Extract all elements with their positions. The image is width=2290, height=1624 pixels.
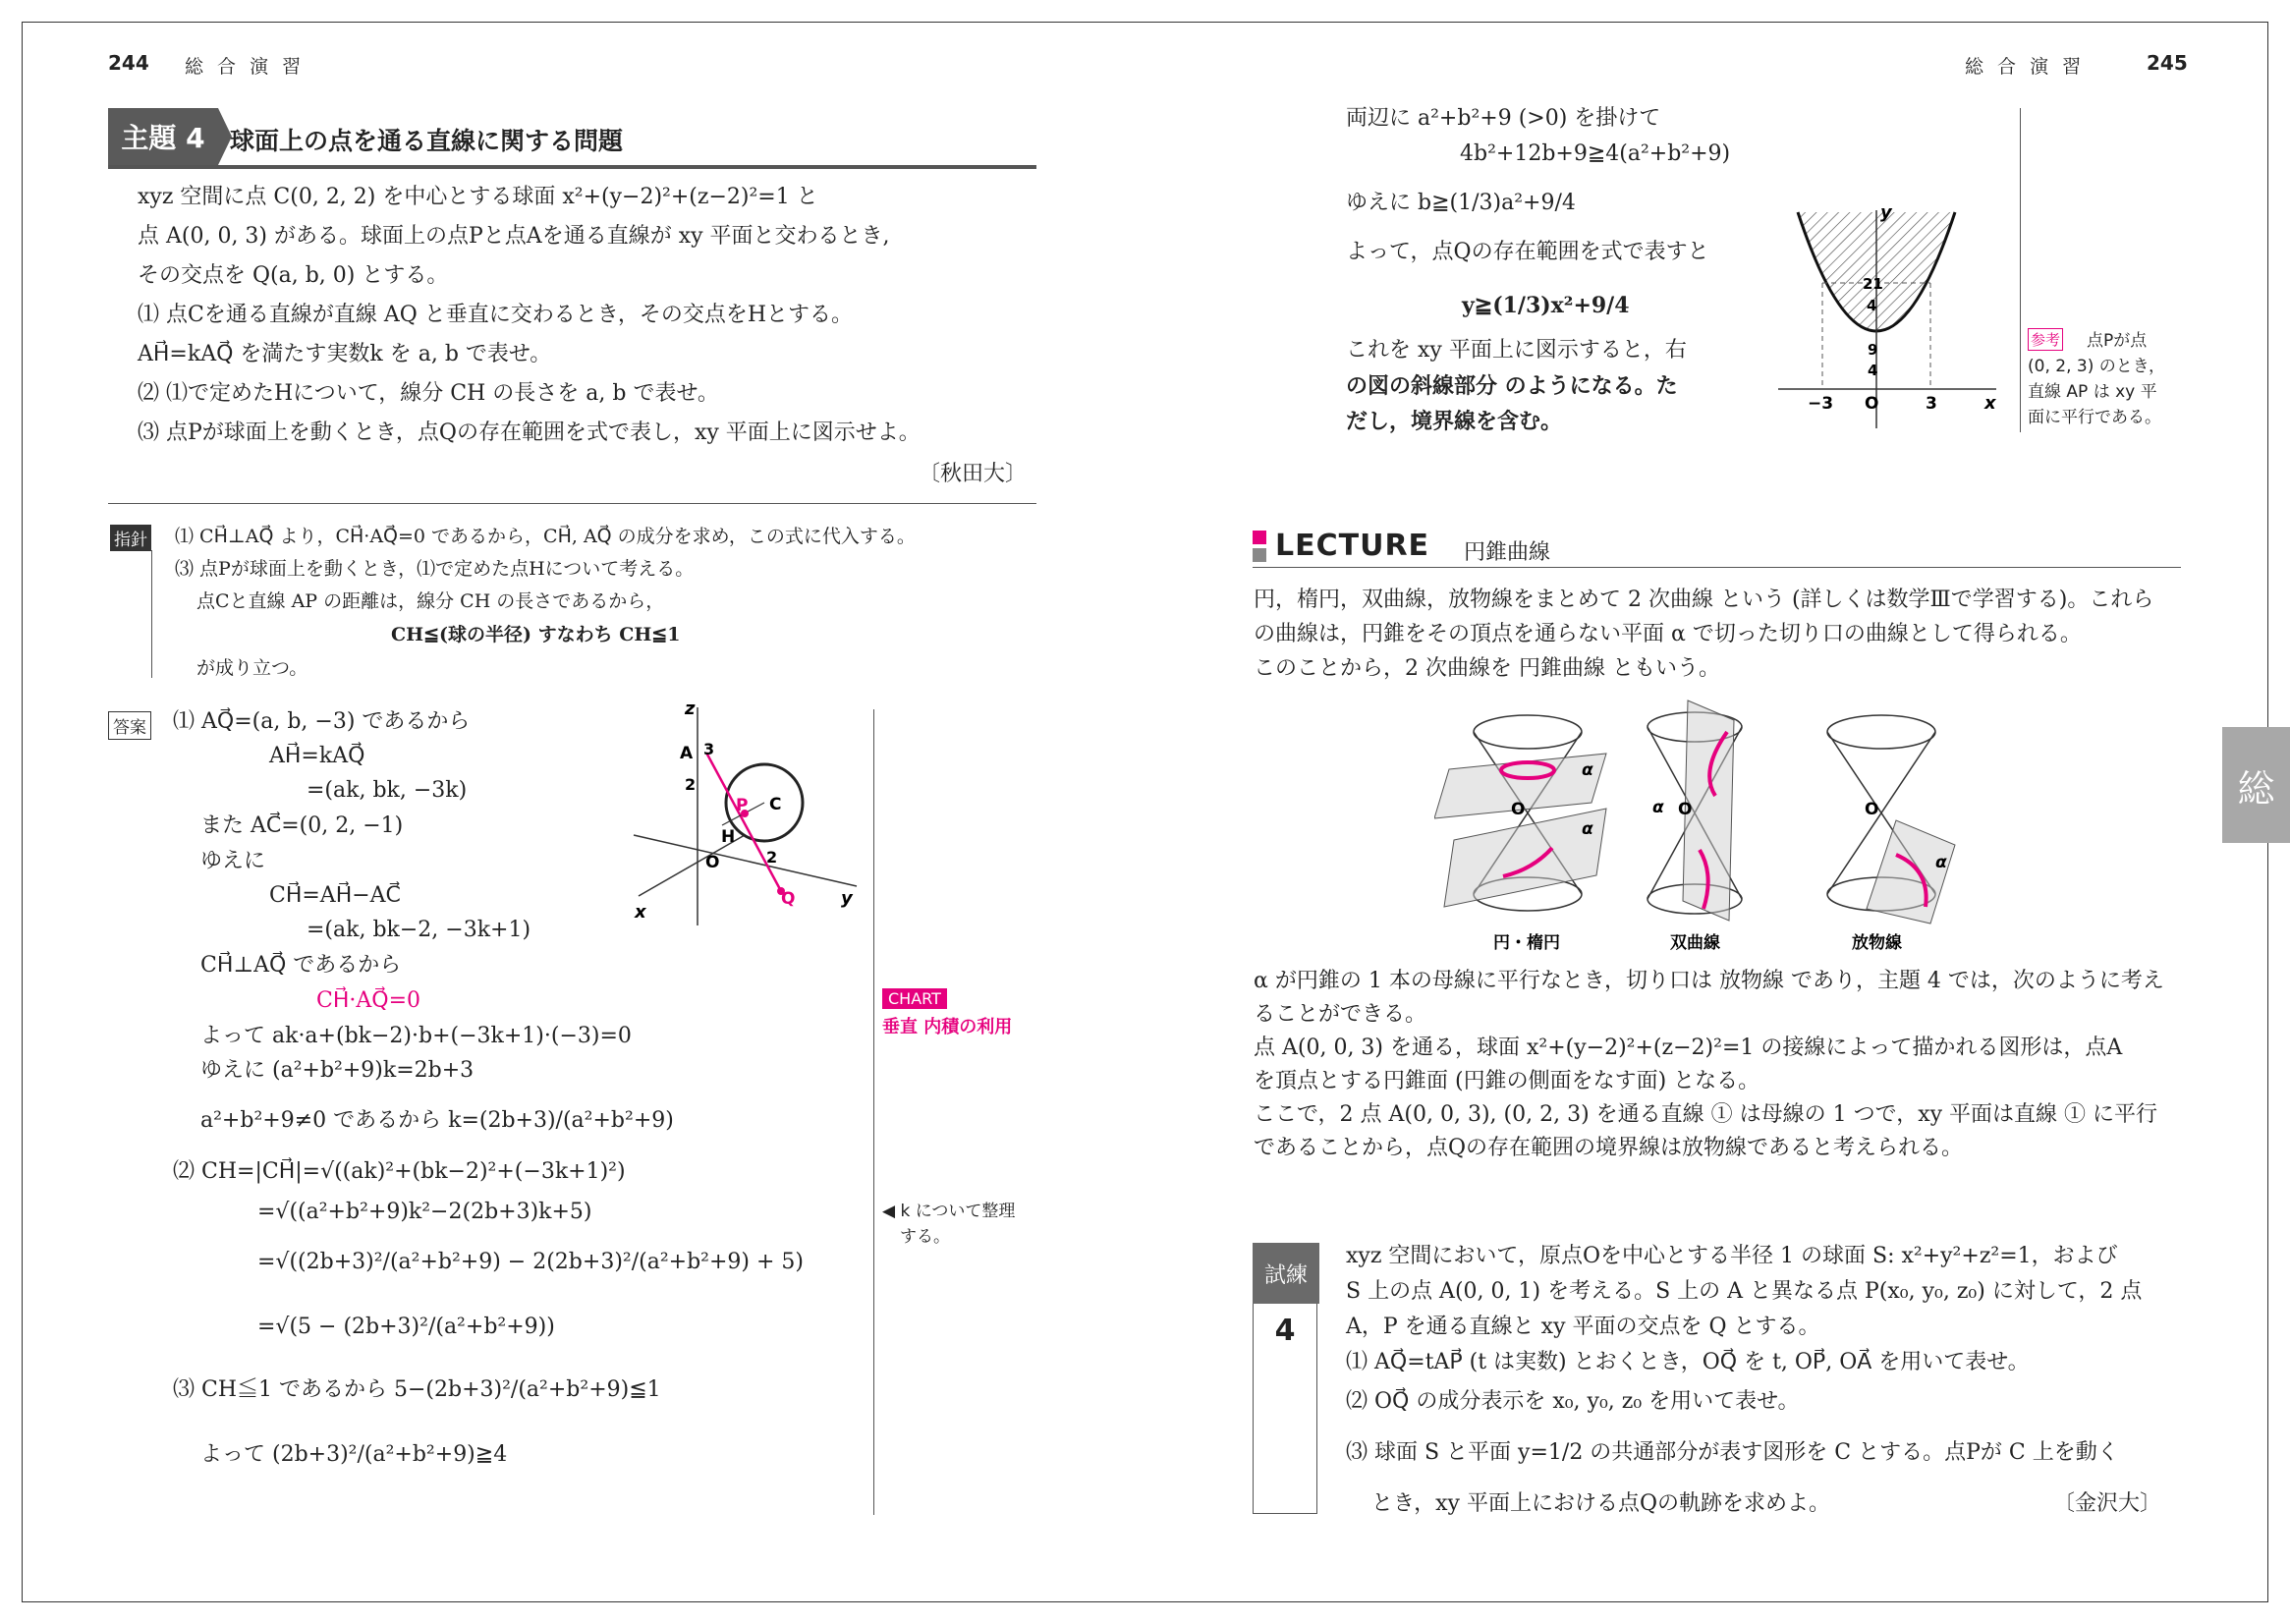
origin-label: O	[1865, 800, 1879, 819]
lecture-line: 円，楕円，双曲線，放物線をまとめて 2 次曲線 という (詳しくは数学Ⅲで学習する)。これら	[1254, 588, 2154, 612]
margin-rule	[873, 709, 874, 1515]
caption-hyperbola: 双曲線	[1670, 933, 1720, 953]
continuation-line: よって，点Qの存在範囲を式で表すと	[1346, 240, 1709, 264]
value-21-denominator: 4	[1867, 297, 1877, 314]
lecture-marker-pink	[1253, 531, 1266, 544]
x-label: x	[1984, 393, 1996, 414]
tick-origin: O	[1865, 394, 1879, 414]
continuation-line: 4b²+12b+9≧4(a²+b²+9)	[1460, 141, 1731, 166]
exercise-label: 試練	[1253, 1243, 1319, 1304]
alpha-label: α	[1935, 853, 1947, 872]
answer-tag: 答案	[108, 711, 151, 740]
margin-note-cont: する。	[900, 1227, 950, 1247]
answer-line: a²+b²+9≠0 であるから k=(2b+3)/(a²+b²+9)	[200, 1108, 674, 1133]
exercise-line: S 上の点 A(0, 0, 1) を考える。S 上の A と異なる点 P(x₀, y₀, z₀) に対して，2 点	[1346, 1279, 2143, 1304]
alpha-label: α	[1652, 798, 1664, 817]
chapter-index-tab[interactable]: 総	[2222, 727, 2290, 843]
y-label: y	[1880, 204, 1892, 223]
continuation-line: 両辺に a²+b²+9 (>0) を掛けて	[1346, 106, 1661, 131]
lecture-after-line: α が円錐の 1 本の母線に平行なとき，切り口は 放物線 であり，主題 4 では，次のように考え	[1254, 969, 2164, 993]
left-running-title: 総 合 演 習	[185, 56, 306, 78]
tick-neg3: −3	[1808, 394, 1834, 414]
lecture-line: の曲線は，円錐をその頂点を通らない平面 α で切った切り口の曲線として得られる。	[1254, 622, 2082, 646]
left-page-number: 244	[108, 51, 149, 75]
problem-line: ⑵ ⑴で定めたHについて，線分 CH の長さを a, b で表せ。	[138, 381, 719, 406]
problem-divider	[108, 503, 1036, 504]
chart-tag: CHART	[882, 988, 947, 1009]
lecture-after-line: であることから，点Qの存在範囲の境界線は放物線であると考えられる。	[1254, 1136, 1964, 1160]
lecture-line: このことから，2 次曲線を 円錐曲線 ともいう。	[1254, 656, 1720, 681]
exercise-line: とき，xy 平面上における点Qの軌跡を求めよ。	[1371, 1491, 1830, 1516]
answer-line: よって ak·a+(bk−2)·b+(−3k+1)·(−3)=0	[200, 1024, 632, 1048]
answer-line: ⑶ CH≦1 であるから 5−(2b+3)²/(a²+b²+9)≦1	[173, 1377, 661, 1402]
q-label: Q	[781, 889, 796, 909]
problem-line: 点 A(0, 0, 3) がある。球面上の点Pと点Aを通る直線が xy 平面と交わるとき,	[138, 224, 890, 249]
h-label: H	[721, 827, 736, 847]
parabola-figure	[1768, 204, 2004, 430]
guide-line: CH≦(球の半径) すなわち CH≦1	[391, 624, 681, 645]
ref-line: 面に平行である。	[2028, 408, 2161, 427]
margin-note: ◀ k について整理	[882, 1202, 1016, 1221]
c-label: C	[769, 795, 782, 814]
exercise-line: ⑴ AQ⃗=tAP⃗ (t は実数) とおくとき，OQ⃗ を t, OP⃗, OA⃗ を用いて表せ。	[1346, 1350, 2030, 1374]
answer-line: =√((a²+b²+9)k²−2(2b+3)k+5)	[257, 1200, 592, 1224]
right-page-number: 245	[2147, 51, 2188, 75]
answer-line: ゆえに (a²+b²+9)k=2b+3	[200, 1058, 475, 1083]
guide-bracket	[151, 550, 152, 678]
answer-line: AH⃗=kAQ⃗	[269, 744, 365, 768]
problem-line: その交点を Q(a, b, 0) とする。	[138, 263, 449, 288]
origin-label: O	[1511, 800, 1526, 819]
exercise-number: 4	[1253, 1304, 1317, 1514]
lecture-label: LECTURE	[1275, 529, 1430, 563]
lecture-marker-gray	[1253, 548, 1266, 562]
cone-parabola	[1827, 715, 1955, 924]
y-label: y	[841, 888, 853, 909]
continuation-line: ゆえに b≧(1/3)a²+9/4	[1346, 191, 1576, 215]
y-two-label: 2	[766, 848, 778, 867]
z-three-label: 3	[703, 740, 715, 758]
right-running-title: 総 合 演 習	[1965, 56, 2086, 78]
problem-line: AH⃗=kAQ⃗ を満たす実数k を a, b で表せ。	[138, 342, 552, 366]
answer-line: =√((2b+3)²/(a²+b²+9) − 2(2b+3)²/(a²+b²+9) + 5)	[257, 1250, 805, 1274]
continuation-line: y≧(1/3)x²+9/4	[1462, 293, 1630, 318]
problem-line: ⑴ 点Cを通る直線が直線 AQ と垂直に交わるとき，その交点をHとする。	[138, 303, 854, 327]
ref-line: (0, 2, 3) のとき，	[2028, 357, 2166, 376]
ref-line: 直線 AP は xy 平	[2028, 382, 2157, 402]
alpha-label: α	[1582, 760, 1593, 780]
answer-line: ゆえに	[200, 849, 266, 873]
problem-source: 〔秋田大〕	[919, 462, 1028, 486]
answer-line: CH⃗⊥AQ⃗ であるから	[200, 953, 402, 978]
caption-parabola: 放物線	[1852, 933, 1902, 953]
sphere-line-figure	[629, 700, 865, 925]
caption-ellipse: 円・楕円	[1493, 933, 1560, 953]
guide-tag: 指針	[110, 525, 151, 551]
continuation-line: だし，境界線を含む。	[1346, 409, 1563, 434]
exercise-line: A，P を通る直線と xy 平面の交点を Q とする。	[1346, 1315, 1820, 1339]
lecture-after-line: ここで，2 点 A(0, 0, 3), (0, 2, 3) を通る直線 ① は母線の 1 つで，xy 平面は直線 ① に平行	[1254, 1102, 2158, 1127]
exercise-line: ⑶ 球面 S と平面 y=1/2 の共通部分が表す図形を C とする。点Pが C 上を動く	[1346, 1440, 2119, 1465]
answer-line: =(ak, bk, −3k)	[307, 778, 468, 803]
lecture-after-line: 点 A(0, 0, 3) を通る，球面 x²+(y−2)²+(z−2)²=1 の接線によって描かれる図形は，点A	[1254, 1036, 2123, 1060]
continuation-line: これを xy 平面上に図示すると，右	[1346, 338, 1687, 363]
exercise-line: xyz 空間において，原点Oを中心とする半径 1 の球面 S: x²+y²+z²=1，および	[1346, 1244, 2118, 1268]
tick-pos3: 3	[1926, 394, 1937, 414]
answer-line: =√(5 − (2b+3)²/(a²+b²+9))	[257, 1315, 555, 1339]
exercise-line: ⑵ OQ⃗ の成分表示を x₀, y₀, z₀ を用いて表せ。	[1346, 1389, 1800, 1414]
lecture-after-line: ることができる。	[1254, 1002, 1427, 1027]
guide-line: ⑴ CH⃗⊥AQ⃗ より，CH⃗·AQ⃗=0 であるから，CH⃗, AQ⃗ の成分を求め，この式に代入する。	[175, 526, 916, 547]
chart-text: 垂直 内積の利用	[882, 1017, 1013, 1037]
topic-title: 球面上の点を通る直線に関する問題	[230, 127, 624, 155]
z-two-label: 2	[685, 775, 697, 794]
answer-line: =(ak, bk−2, −3k+1)	[307, 918, 531, 942]
guide-line: 点Cと直線 AP の距離は，線分 CH の長さであるから，	[196, 590, 665, 612]
answer-line: CH⃗=AH⃗−AC⃗	[269, 883, 401, 908]
topic-badge: 主題 4	[108, 108, 218, 165]
answer-line: ⑴ AQ⃗=(a, b, −3) であるから	[173, 709, 471, 734]
origin-label: O	[705, 853, 720, 872]
ref-rule	[2020, 108, 2021, 432]
x-label: x	[635, 902, 646, 923]
value-21: 21	[1863, 275, 1883, 293]
alpha-label: α	[1582, 819, 1593, 839]
z-label: z	[685, 700, 696, 719]
answer-line: よって (2b+3)²/(a²+b²+9)≧4	[200, 1442, 508, 1467]
guide-line: ⑶ 点Pが球面上を動くとき，⑴で定めた点Hについて考える。	[175, 558, 695, 580]
answer-line: また AC⃗=(0, 2, −1)	[200, 813, 404, 838]
ref-tag: 参考	[2028, 328, 2063, 351]
ref-line: 点Pが点	[2087, 331, 2148, 351]
continuation-line: の図の斜線部分 のようになる。た	[1346, 373, 1678, 399]
guide-line: が成り立つ。	[196, 657, 308, 679]
lecture-title: 円錐曲線	[1464, 540, 1551, 565]
answer-line: CH⃗·AQ⃗=0	[316, 988, 421, 1013]
value-9-denominator: 4	[1868, 362, 1878, 379]
exercise-source: 〔金沢大〕	[2053, 1491, 2162, 1516]
a-label: A	[680, 744, 694, 763]
problem-line: xyz 空間に点 C(0, 2, 2) を中心とする球面 x²+(y−2)²+(z−2)²=1 と	[138, 185, 818, 209]
value-9: 9	[1868, 341, 1878, 359]
origin-label: O	[1678, 800, 1693, 819]
answer-line: ⑵ CH=|CH⃗|=√((ak)²+(bk−2)²+(−3k+1)²)	[173, 1159, 626, 1184]
lecture-divider	[1253, 567, 2181, 568]
p-label: P	[736, 796, 749, 815]
y-axis	[634, 835, 857, 886]
conic-sections-figure	[1434, 693, 1984, 953]
problem-line: ⑶ 点Pが球面上を動くとき，点Qの存在範囲を式で表し，xy 平面上に図示せよ。	[138, 420, 921, 445]
lecture-after-line: を頂点とする円錐面 (円錐の側面をなす面) となる。	[1254, 1069, 1760, 1093]
